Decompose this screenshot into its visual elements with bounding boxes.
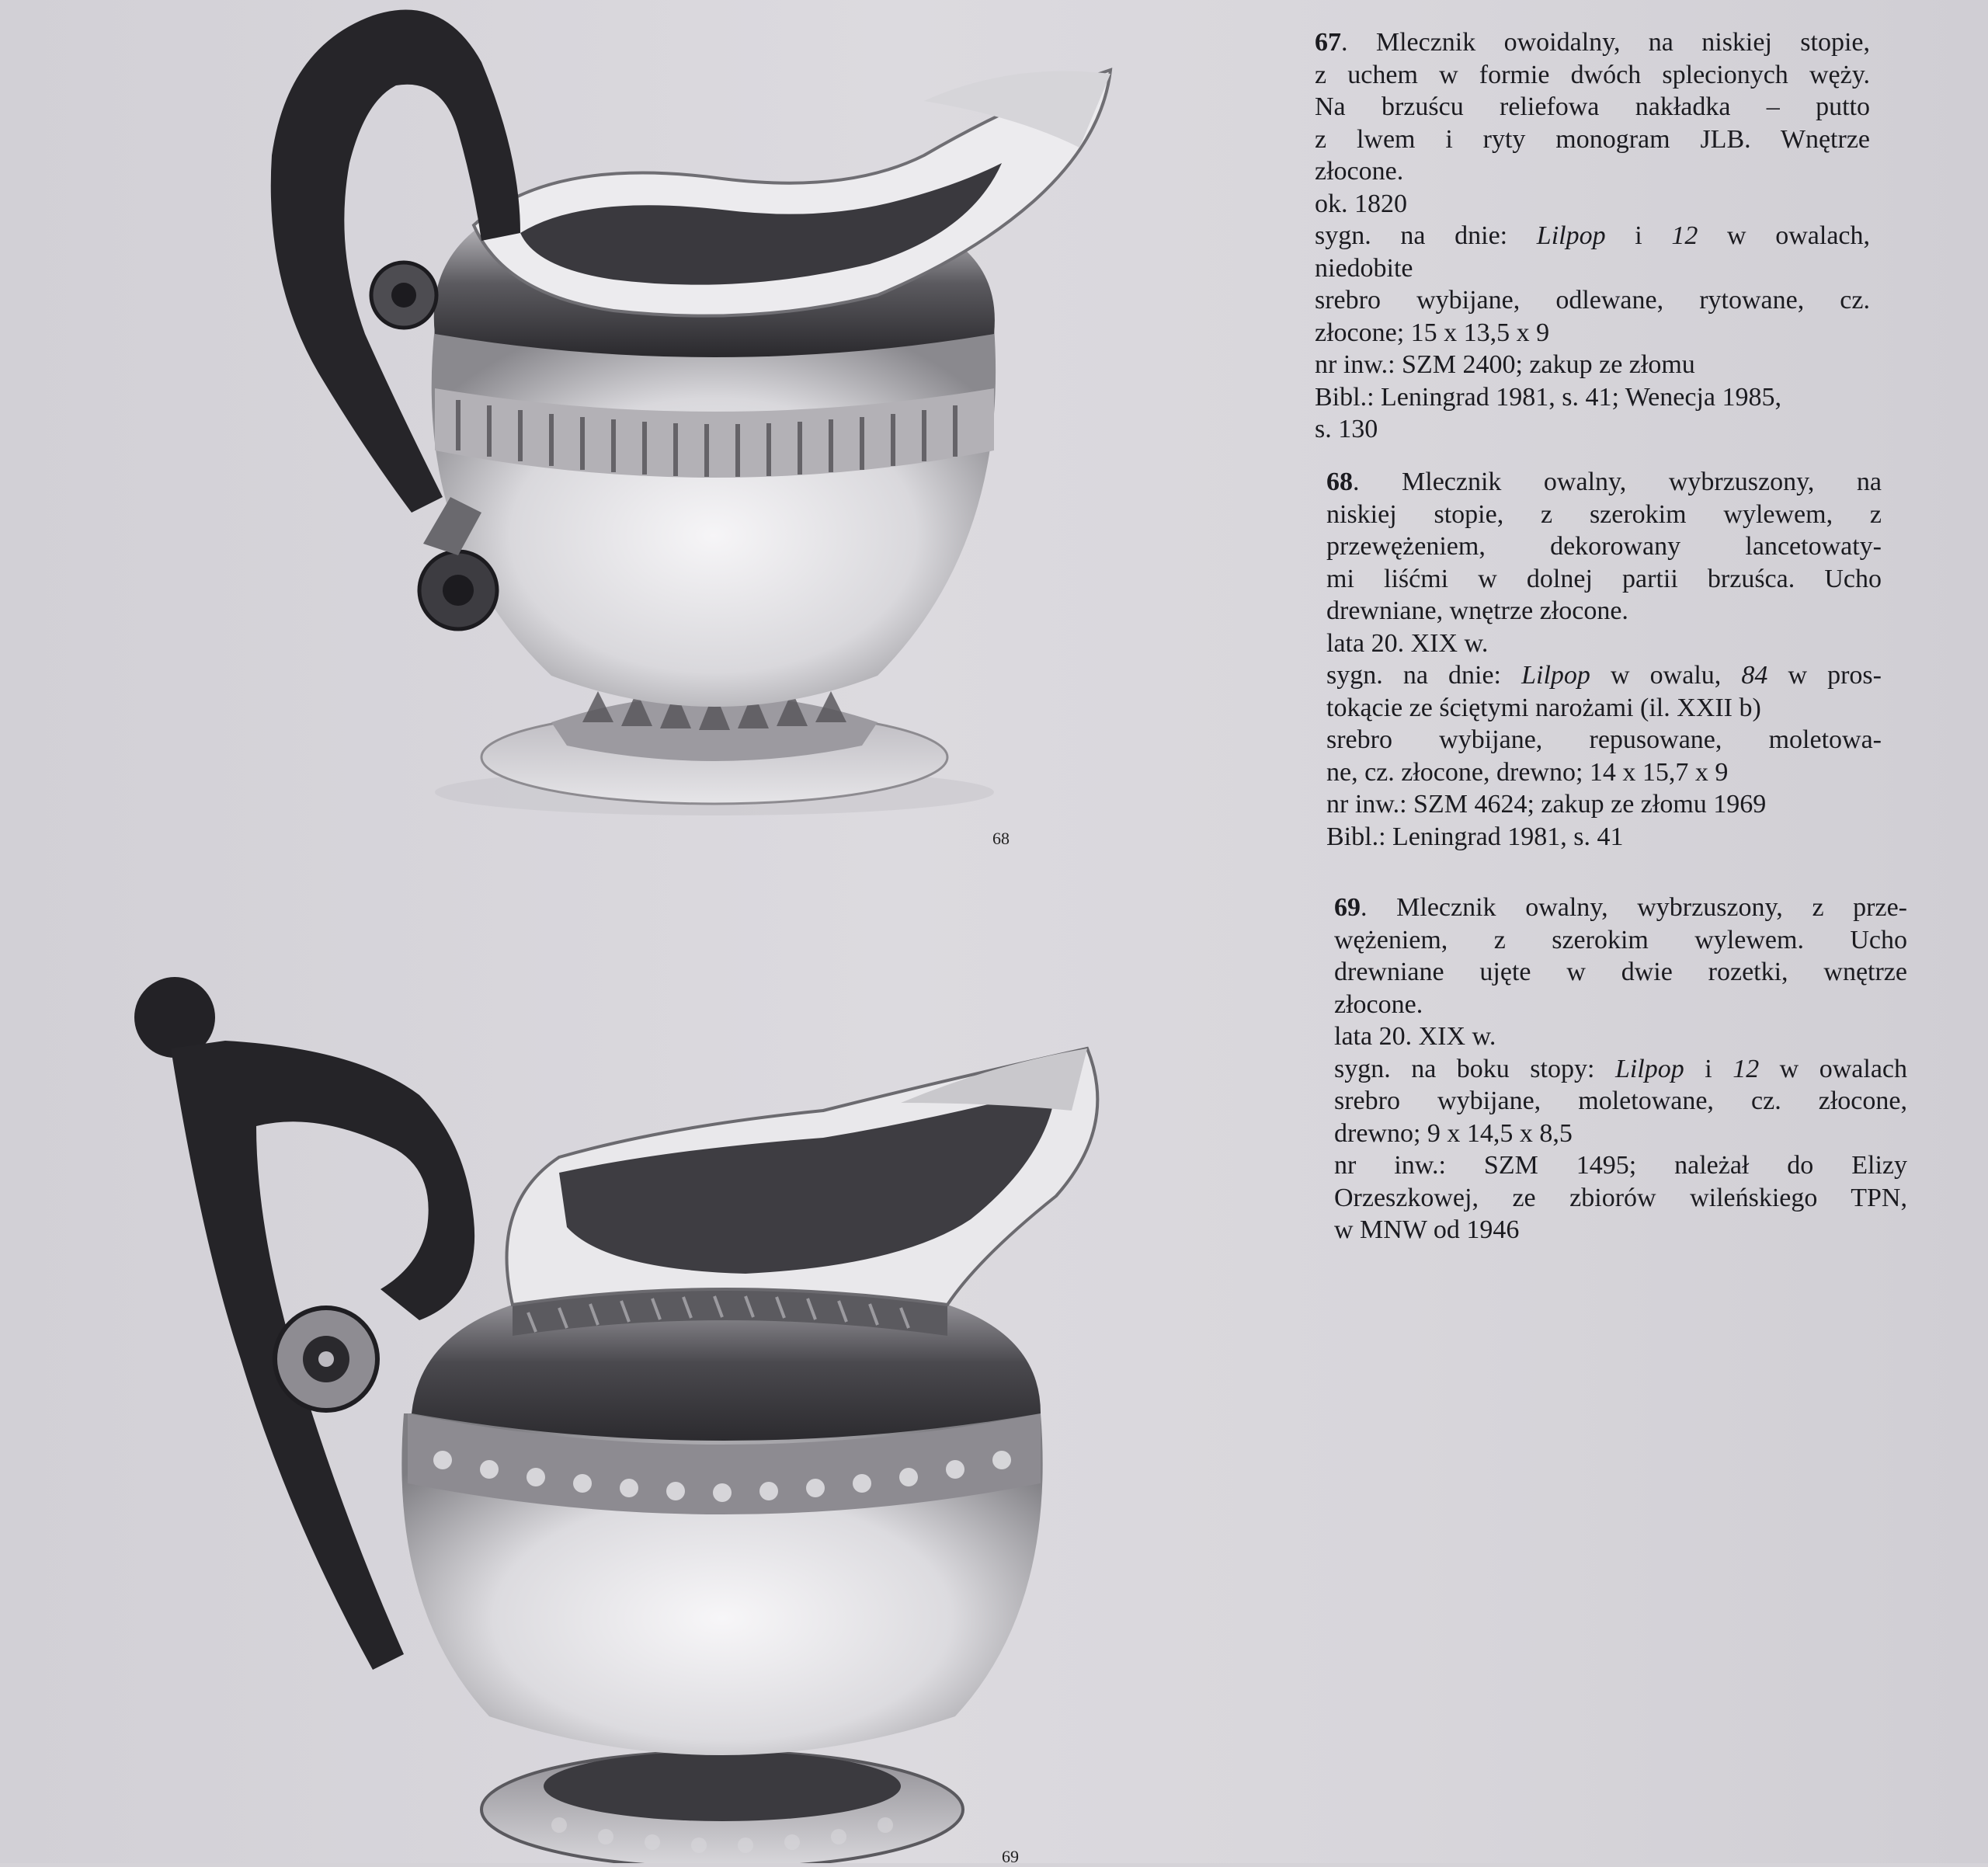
entry-line: Na brzuścu reliefowa nakładka – putto xyxy=(1315,92,1870,121)
entry-line: z uchem w formie dwóch splecionych węży. xyxy=(1315,60,1870,89)
entry-line: nr inw.: SZM 2400; zakup ze złomu xyxy=(1315,350,1695,379)
entry-number: 67 xyxy=(1315,28,1341,57)
catalog-entry-68: 68. Mlecznik owalny, wybrzuszony, na niskiej stopie, z szerokim wylewem, z przewężeniem, dekorowany lancetowaty- mi liśćmi w dolnej partii brzuśca. Ucho drewniane, wnętrze złocone. lata 20. XIX w. sygn. na dnie: Lilpop w owalu, 84 w pros- tokącie ze ściętymi narożami (il. XXII b) srebro wybijane, repusowane, moletowa- ne, cz. złocone, drewno; 14 x 15,7 x 9 nr inw.: SZM 4624; zakup ze złomu 1969 Bibl.: Leningrad 1981, s. 41 xyxy=(1326,466,1882,853)
photo-creamer-68 xyxy=(116,0,1157,823)
entry-line: srebro wybijane, moletowane, cz. złocone, xyxy=(1334,1086,1907,1115)
entry-line: złocone; 15 x 13,5 x 9 xyxy=(1315,318,1550,347)
entry-line: złocone. xyxy=(1315,157,1404,186)
figure-label-69: 69 xyxy=(1002,1847,1019,1866)
entry-line: niskiej stopie, z szerokim wylewem, z xyxy=(1326,499,1882,529)
entry-line: lata 20. XIX w. xyxy=(1326,628,1489,658)
entry-number: 69 xyxy=(1334,893,1361,922)
entry-line: drewniane ujęte w dwie rozetki, wnętrze xyxy=(1334,958,1907,986)
entry-line: Mlecznik owalny, wybrzuszony, na xyxy=(1402,468,1882,496)
entry-line: drewno; 9 x 14,5 x 8,5 xyxy=(1334,1118,1573,1148)
entry-line: drewniane, wnętrze złocone. xyxy=(1326,596,1628,625)
entry-line: nr inw.: SZM 4624; zakup ze złomu 1969 xyxy=(1326,790,1767,819)
entry-line: mi liśćmi w dolnej partii brzuśca. Ucho xyxy=(1326,564,1882,593)
entry-signature-line: sygn. na dnie: Lilpop i 12 w owalach, xyxy=(1315,221,1870,250)
entry-line: s. 130 xyxy=(1315,415,1378,443)
entry-line: ne, cz. złocone, drewno; 14 x 15,7 x 9 xyxy=(1326,757,1729,787)
photo-creamer-69 xyxy=(124,971,1165,1863)
entry-line: niedobite xyxy=(1315,253,1413,283)
entry-line: ok. 1820 xyxy=(1315,189,1407,218)
entry-line: srebro wybijane, odlewane, rytowane, cz. xyxy=(1315,286,1870,315)
entry-line: srebro wybijane, repusowane, moletowa- xyxy=(1326,725,1882,754)
entry-line: Mlecznik owalny, wybrzuszony, z prze- xyxy=(1396,893,1908,922)
entry-line: tokącie ze ściętymi narożami (il. XXII b) xyxy=(1326,693,1761,722)
entry-number: 68 xyxy=(1326,468,1353,496)
catalog-entry-67: 67. Mlecznik owoidalny, na niskiej stopie, z uchem w formie dwóch splecionych węży. Na brzuścu reliefowa nakładka – putto z lwem i ryty monogram JLB. Wnętrze złocone. ok. 1820 sygn. na dnie: Lilpop i 12 w owalach, niedobite srebro wybijane, odlewane, rytowane, cz. złocone; 15 x 13,5 x 9 nr inw.: SZM 2400; zakup ze złomu Bibl.: Leningrad 1981, s. 41; Wenecja 1985, s. 130 xyxy=(1315,26,1870,446)
entry-line: Bibl.: Leningrad 1981, s. 41; Wenecja 1985, xyxy=(1315,382,1781,412)
entry-line: nr inw.: SZM 1495; należał do Elizy xyxy=(1334,1151,1907,1180)
entry-signature-line: sygn. na boku stopy: Lilpop i 12 w owalach xyxy=(1334,1054,1908,1083)
figure-label-68: 68 xyxy=(992,829,1010,848)
entry-line: przewężeniem, dekorowany lancetowaty- xyxy=(1326,532,1882,561)
entry-line: w MNW od 1946 xyxy=(1334,1215,1520,1244)
entry-signature-line: sygn. na dnie: Lilpop w owalu, 84 w pros- xyxy=(1326,661,1882,690)
entry-line: złocone. xyxy=(1334,989,1423,1019)
entry-line: lata 20. XIX w. xyxy=(1334,1022,1496,1051)
catalog-entry-69: 69. Mlecznik owalny, wybrzuszony, z prze- wężeniem, z szerokim wylewem. Ucho drewniane ujęte w dwie rozetki, wnętrze złocone. lata 20. XIX w. sygn. na boku stopy: Lilpop i 12 w owalach srebro wybijane, moletowane, cz. złocone, drewno; 9 x 14,5 x 8,5 nr inw.: SZM 1495; należał do Elizy Orzeszkowej, ze zbiorów wileńskiego TPN, w MNW od 1946 xyxy=(1334,892,1907,1246)
entry-line: Orzeszkowej, ze zbiorów wileńskiego TPN, xyxy=(1334,1183,1907,1212)
entry-line: Mlecznik owoidalny, na niskiej stopie, xyxy=(1375,28,1870,57)
entry-line: Bibl.: Leningrad 1981, s. 41 xyxy=(1326,822,1624,851)
entry-line: z lwem i ryty monogram JLB. Wnętrze xyxy=(1315,124,1870,154)
entry-line: wężeniem, z szerokim wylewem. Ucho xyxy=(1334,925,1907,954)
